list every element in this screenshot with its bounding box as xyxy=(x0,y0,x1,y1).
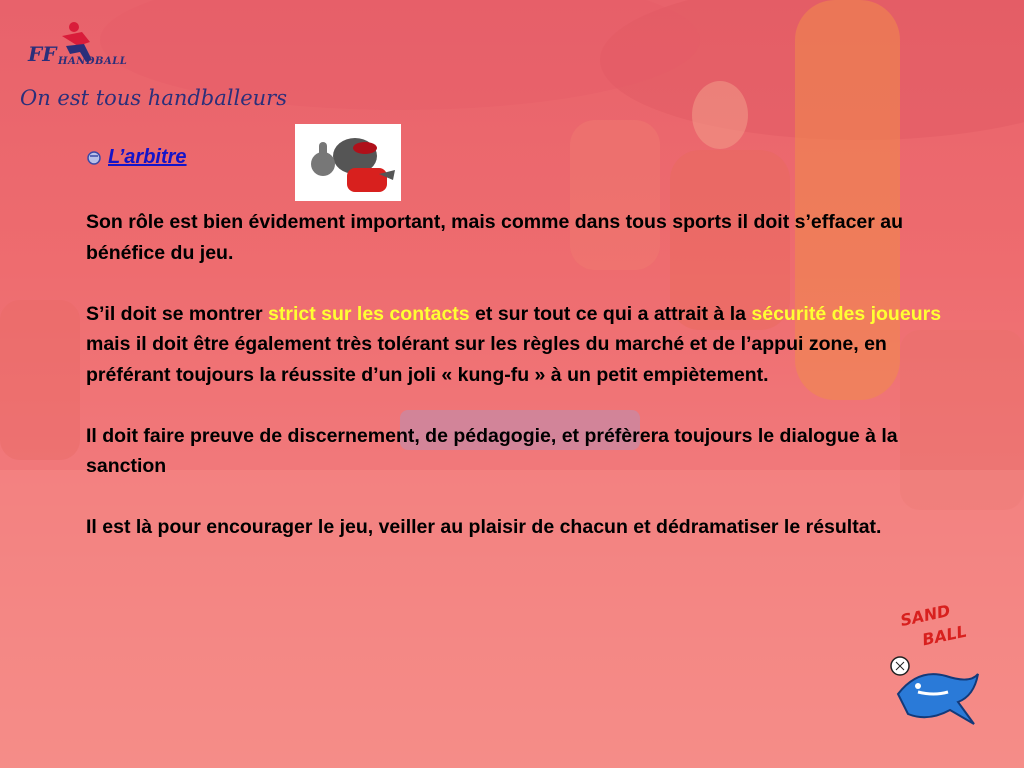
sandball-logo xyxy=(878,600,988,734)
sandball-shark-logo-icon xyxy=(878,604,988,734)
referee-bullet-icon xyxy=(86,149,102,165)
sandball-text-sand: SAND xyxy=(898,600,953,631)
paragraph-2-part-e: mais il doit être également très tolérant sur les règles du marché et de l’appui zone, en préférant toujours la réussite d’un joli « kung-fu » à un petit empiètement. xyxy=(86,333,887,386)
referee-mascot-icon xyxy=(295,124,401,201)
paragraph-4: Il est là pour encourager le jeu, veiller au plaisir de chacun et dédramatiser le résultat. xyxy=(86,516,882,538)
sandball-text-ball: BALL xyxy=(920,621,969,650)
logo-brand-name: HANDBALL xyxy=(58,56,128,67)
highlight-player-safety: sécurité des joueurs xyxy=(751,302,942,325)
paragraph-2-part-a: S’il doit se montrer xyxy=(86,302,269,325)
ffhandball-logo xyxy=(18,20,287,110)
highlight-strict-contacts: strict sur les contacts xyxy=(268,302,470,325)
title-link[interactable]: L’arbitre xyxy=(108,145,187,168)
paragraph-2-part-c: et sur tout ce qui a attrait à la xyxy=(469,302,752,325)
logo-slogan: On est tous handballeurs xyxy=(20,86,287,110)
paragraph-3: Il doit faire preuve de discernement, de pédagogie, et préfèrera toujours le dialogue à la sanction xyxy=(86,424,898,477)
logo-prefix: FF xyxy=(28,42,57,66)
paragraph-2 xyxy=(86,299,956,391)
title-row xyxy=(86,142,187,172)
body-text xyxy=(86,207,956,573)
paragraph-1: Son rôle est bien évidement important, mais comme dans tous sports il doit s’effacer au bénéfice du jeu. xyxy=(86,211,904,264)
